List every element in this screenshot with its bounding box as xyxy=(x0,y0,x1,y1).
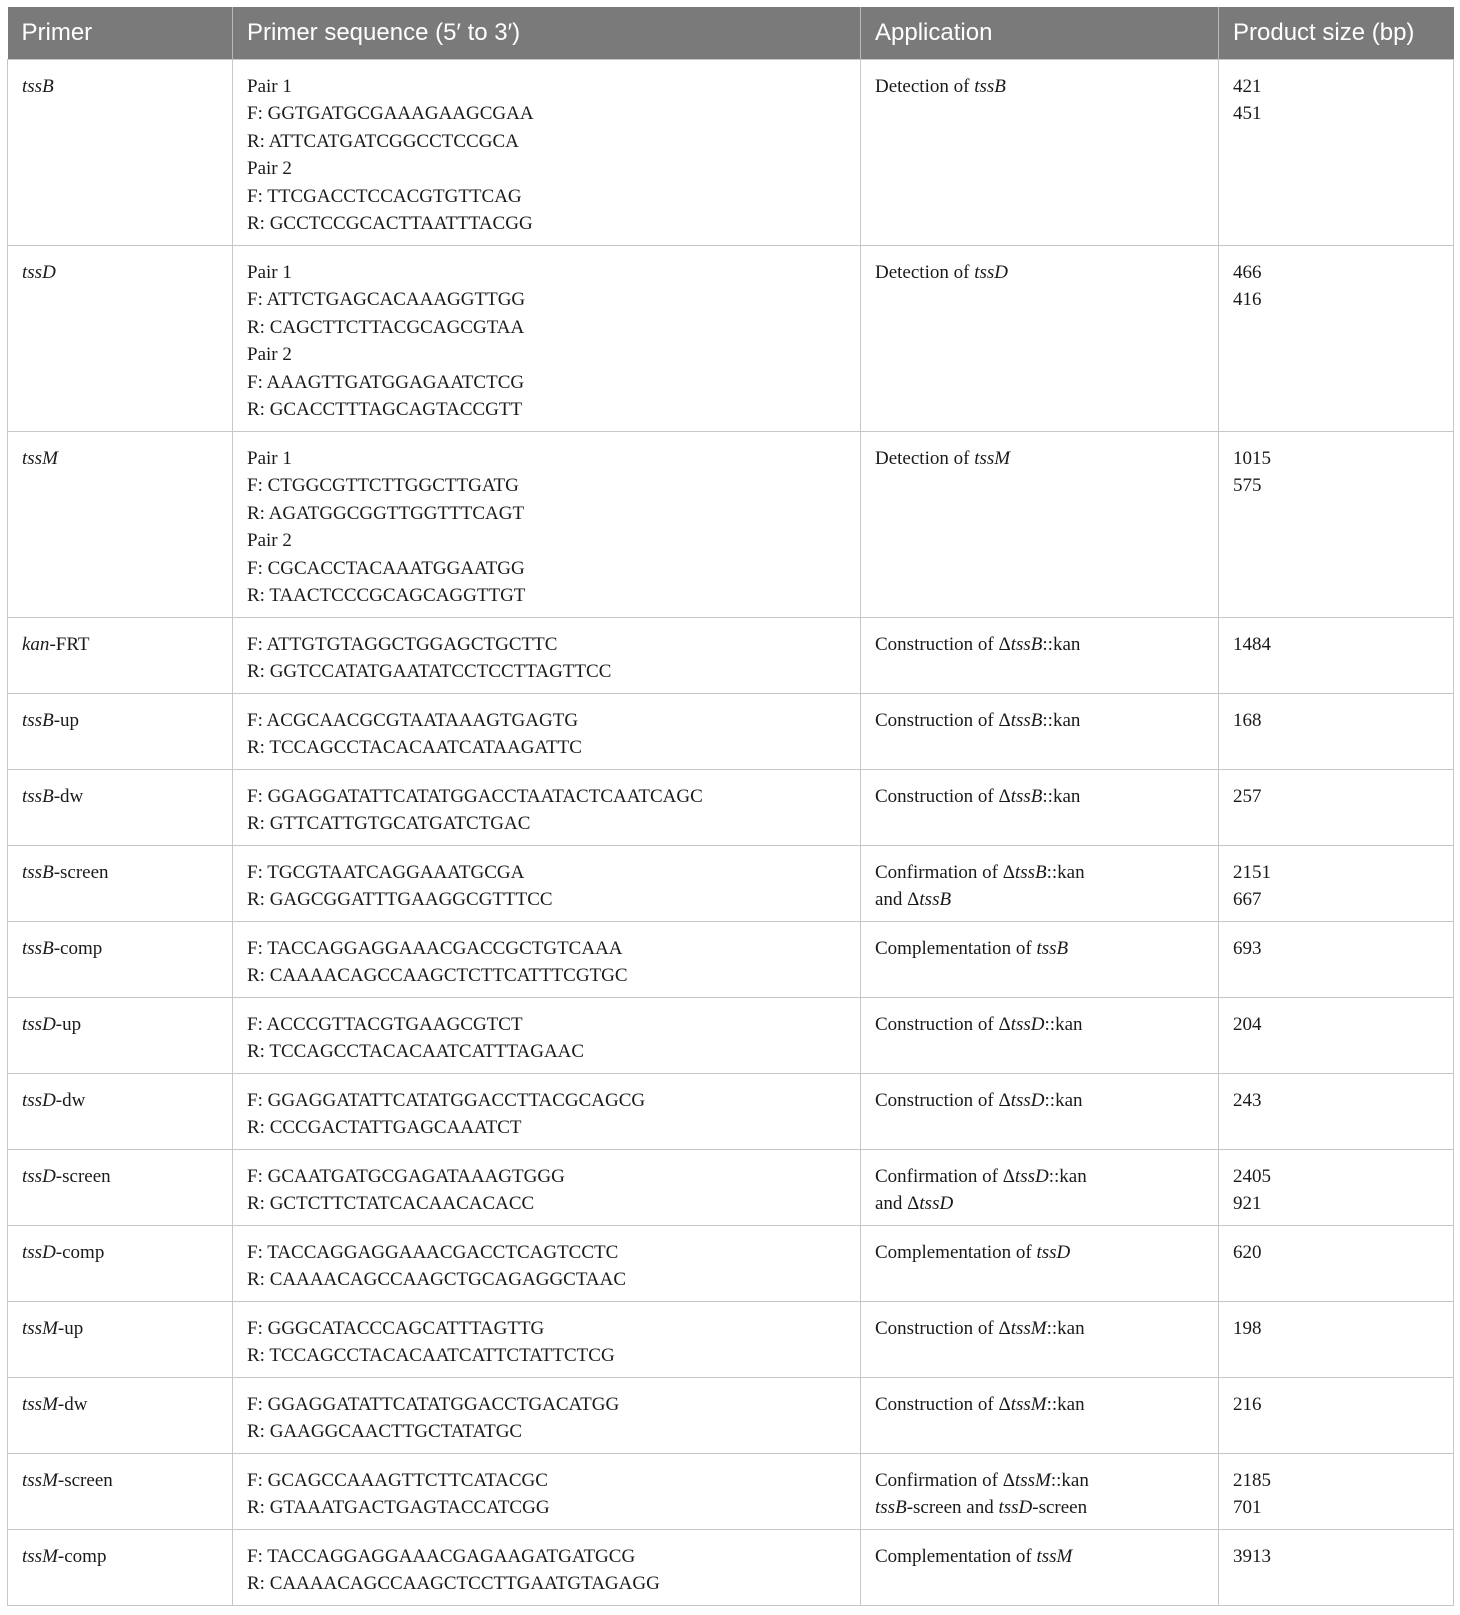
application-segment: tssB xyxy=(974,75,1006,97)
application-cell xyxy=(861,769,1219,845)
application-segment: Complementation of xyxy=(875,1241,1037,1263)
application-segment: tssD xyxy=(1010,1013,1045,1035)
product-size-cell xyxy=(1219,1301,1454,1377)
application-line xyxy=(875,1467,1204,1495)
table-body xyxy=(8,59,1454,1605)
primer-name-cell xyxy=(8,693,233,769)
application-segment: tssD xyxy=(1014,1165,1049,1187)
table-row xyxy=(8,1453,1454,1529)
application-line xyxy=(875,445,1204,473)
sequence-line: F: CTGGCGTTCTTGGCTTGATG xyxy=(247,475,519,496)
sequence-line: R: CAGCTTCTTACGCAGCGTAA xyxy=(247,316,525,338)
header-product-size: Product size (bp) xyxy=(1219,7,1454,59)
primer-name-cell xyxy=(8,617,233,693)
sequence-line: Pair 2 xyxy=(247,158,292,179)
primer-sequence-cell xyxy=(233,1377,861,1453)
primer-name-cell xyxy=(8,1529,233,1605)
sequence-line: Pair 2 xyxy=(247,530,292,551)
sequence-line: R: TCCAGCCTACACAATCATTTAGAAC xyxy=(247,1041,585,1062)
table-row xyxy=(8,431,1454,617)
sequence-line: F: GCAATGATGCGAGATAAAGTGGG xyxy=(247,1165,565,1187)
product-size-value: 216 xyxy=(1233,1393,1262,1415)
primer-sequence-cell xyxy=(233,769,861,845)
application-segment: Construction of Δ xyxy=(875,1089,1011,1111)
application-line xyxy=(875,259,1204,287)
application-line xyxy=(875,935,1204,963)
application-segment: ::kan xyxy=(1046,861,1085,883)
product-size-cell xyxy=(1219,1377,1454,1453)
product-size-value: 416 xyxy=(1233,289,1262,310)
sequence-line: R: GTTCATTGTGCATGATCTGAC xyxy=(247,813,531,834)
application-cell xyxy=(861,1529,1219,1605)
product-size-value: 451 xyxy=(1233,103,1262,124)
primer-name-segment: tssB xyxy=(22,75,54,97)
primer-name-segment: tssD xyxy=(22,1089,56,1111)
application-line xyxy=(875,1543,1204,1571)
application-line xyxy=(875,1011,1204,1039)
application-segment: tssM xyxy=(1010,1317,1047,1339)
application-segment: tssM xyxy=(1014,1469,1051,1491)
product-size-cell xyxy=(1219,693,1454,769)
application-segment: ::kan xyxy=(1044,1089,1083,1111)
product-size-value: 168 xyxy=(1233,709,1262,731)
table-row xyxy=(8,997,1454,1073)
application-cell xyxy=(861,1453,1219,1529)
sequence-line: F: GGAGGATATTCATATGGACCTTACGCAGCG xyxy=(247,1089,646,1111)
application-segment: tssD xyxy=(998,1497,1033,1518)
product-size-cell xyxy=(1219,1453,1454,1529)
sequence-line: F: GGAGGATATTCATATGGACCTAATACTCAATCAGC xyxy=(247,785,703,807)
sequence-line: Pair 1 xyxy=(247,261,292,283)
product-size-cell xyxy=(1219,1149,1454,1225)
sequence-line: R: CAAAACAGCCAAGCTCTTCATTTCGTGC xyxy=(247,965,628,986)
primer-name-segment: tssB xyxy=(22,861,54,883)
sequence-line: F: AAAGTTGATGGAGAATCTCG xyxy=(247,371,525,393)
primer-name-segment: -comp xyxy=(53,937,103,959)
primer-sequence-cell xyxy=(233,1453,861,1529)
table-row xyxy=(8,1301,1454,1377)
sequence-line: R: GCACCTTTAGCAGTACCGTT xyxy=(247,399,523,420)
primer-name-segment: -up xyxy=(55,1013,82,1035)
primer-name-segment: tssM xyxy=(22,1317,58,1339)
primer-name-segment: -screen xyxy=(55,1165,111,1187)
application-cell xyxy=(861,617,1219,693)
sequence-line: R: GCCTCCGCACTTAATTTACGG xyxy=(247,213,533,234)
sequence-line: F: CGCACCTACAAATGGAATGG xyxy=(247,557,525,579)
primer-name-cell xyxy=(8,1453,233,1529)
primer-name-segment: tssM xyxy=(22,1545,58,1567)
application-line xyxy=(875,73,1204,101)
application-segment: ::kan xyxy=(1044,1013,1083,1035)
sequence-line: R: GAAGGCAACTTGCTATATGC xyxy=(247,1421,523,1442)
product-size-cell xyxy=(1219,245,1454,431)
table-row xyxy=(8,845,1454,921)
primer-name-segment: tssD xyxy=(22,1241,56,1263)
table-row xyxy=(8,617,1454,693)
primer-name-cell xyxy=(8,1377,233,1453)
sequence-line: F: ATTGTGTAGGCTGGAGCTGCTTC xyxy=(247,633,558,655)
sequence-line: Pair 2 xyxy=(247,344,292,365)
application-cell xyxy=(861,1225,1219,1301)
product-size-value: 198 xyxy=(1233,1317,1262,1339)
sequence-line: Pair 1 xyxy=(247,447,292,469)
product-size-value: 620 xyxy=(1233,1241,1262,1263)
product-size-value: 921 xyxy=(1233,1193,1262,1214)
application-line xyxy=(875,783,1204,811)
application-segment: Confirmation of Δ xyxy=(875,1469,1015,1491)
application-segment: tssB xyxy=(1010,709,1043,731)
product-size-cell xyxy=(1219,431,1454,617)
application-segment: Construction of Δ xyxy=(875,633,1011,655)
application-segment: Construction of Δ xyxy=(875,785,1011,807)
application-cell xyxy=(861,1149,1219,1225)
application-cell xyxy=(861,245,1219,431)
product-size-value: 466 xyxy=(1233,261,1262,283)
primer-name-segment: tssB xyxy=(22,709,54,731)
primer-name-cell xyxy=(8,845,233,921)
sequence-line: R: GCTCTTCTATCACAACACACC xyxy=(247,1193,535,1214)
sequence-line: R: TAACTCCCGCAGCAGGTTGT xyxy=(247,585,526,606)
product-size-cell xyxy=(1219,617,1454,693)
product-size-value: 3913 xyxy=(1233,1545,1271,1567)
table-row xyxy=(8,1073,1454,1149)
application-segment: -screen xyxy=(1032,1497,1088,1518)
primer-name-segment: tssM xyxy=(22,447,58,469)
product-size-value: 204 xyxy=(1233,1013,1262,1035)
application-segment: Detection of xyxy=(875,447,975,469)
application-line xyxy=(875,1163,1204,1191)
sequence-line: F: GCAGCCAAAGTTCTTCATACGC xyxy=(247,1469,548,1491)
primer-name-segment: tssM xyxy=(22,1469,58,1491)
primer-name-segment: tssD xyxy=(22,1013,56,1035)
application-segment: and Δ xyxy=(875,1193,920,1214)
sequence-line: F: TTCGACCTCCACGTGTTCAG xyxy=(247,185,522,207)
application-segment: Construction of Δ xyxy=(875,1013,1011,1035)
product-size-cell xyxy=(1219,997,1454,1073)
primer-sequence-cell xyxy=(233,1073,861,1149)
sequence-line: R: ATTCATGATCGGCCTCCGCA xyxy=(247,130,519,152)
product-size-value: 2151 xyxy=(1233,861,1271,883)
application-cell xyxy=(861,921,1219,997)
product-size-cell xyxy=(1219,1073,1454,1149)
primer-sequence-cell xyxy=(233,1225,861,1301)
application-line xyxy=(875,1087,1204,1115)
primer-name-segment: -up xyxy=(57,1317,84,1339)
product-size-value: 421 xyxy=(1233,75,1262,97)
header-row xyxy=(8,7,1454,59)
application-cell xyxy=(861,693,1219,769)
application-cell xyxy=(861,845,1219,921)
product-size-cell xyxy=(1219,921,1454,997)
primer-name-cell xyxy=(8,431,233,617)
table-row xyxy=(8,245,1454,431)
primer-name-cell xyxy=(8,997,233,1073)
application-segment: ::kan xyxy=(1048,1165,1087,1187)
application-segment: tssM xyxy=(1010,1393,1047,1415)
primer-name-segment: -dw xyxy=(55,1089,86,1111)
application-segment: Confirmation of Δ xyxy=(875,1165,1015,1187)
application-segment: tssD xyxy=(1010,1089,1045,1111)
primer-name-cell xyxy=(8,1149,233,1225)
application-cell xyxy=(861,59,1219,245)
sequence-line: R: GGTCCATATGAATATCCTCCTTAGTTCC xyxy=(247,661,612,682)
sequence-line: R: TCCAGCCTACACAATCATTCTATTCTCG xyxy=(247,1345,615,1366)
product-size-value: 1484 xyxy=(1233,633,1271,655)
primer-name-cell xyxy=(8,59,233,245)
primer-name-segment: -screen xyxy=(57,1469,113,1491)
primer-sequence-cell xyxy=(233,431,861,617)
sequence-line: F: GGAGGATATTCATATGGACCTGACATGG xyxy=(247,1393,620,1415)
application-line xyxy=(875,707,1204,735)
product-size-value: 2405 xyxy=(1233,1165,1271,1187)
primer-name-cell xyxy=(8,921,233,997)
product-size-cell xyxy=(1219,59,1454,245)
application-segment: Detection of xyxy=(875,261,975,283)
primer-name-segment: tssD xyxy=(22,261,56,283)
sequence-line: F: TACCAGGAGGAAACGACCTCAGTCCTC xyxy=(247,1241,619,1263)
sequence-line: R: TCCAGCCTACACAATCATAAGATTC xyxy=(247,737,582,758)
sequence-line: R: AGATGGCGGTTGGTTTCAGT xyxy=(247,502,525,524)
application-line xyxy=(875,1315,1204,1343)
table-row xyxy=(8,1529,1454,1605)
application-segment: tssD xyxy=(974,261,1008,283)
product-size-value: 257 xyxy=(1233,785,1262,807)
product-size-cell xyxy=(1219,845,1454,921)
application-segment: -screen and xyxy=(906,1497,999,1518)
table-row xyxy=(8,1225,1454,1301)
product-size-cell xyxy=(1219,769,1454,845)
primer-name-segment: -dw xyxy=(53,785,84,807)
application-segment: Construction of Δ xyxy=(875,1393,1011,1415)
primer-name-segment: -comp xyxy=(55,1241,105,1263)
product-size-value: 1015 xyxy=(1233,447,1271,469)
application-segment: Complementation of xyxy=(875,937,1037,959)
primer-name-segment: kan xyxy=(22,633,50,655)
primer-name-segment: tssB xyxy=(22,937,54,959)
application-line xyxy=(875,1391,1204,1419)
primer-name-cell xyxy=(8,1225,233,1301)
sequence-line: F: ACGCAACGCGTAATAAAGTGAGTG xyxy=(247,709,579,731)
application-line xyxy=(875,1494,1204,1522)
product-size-cell xyxy=(1219,1225,1454,1301)
sequence-line: R: GTAAATGACTGAGTACCATCGG xyxy=(247,1497,550,1518)
application-segment: and Δ xyxy=(875,889,920,910)
application-line xyxy=(875,859,1204,887)
table-row xyxy=(8,769,1454,845)
application-segment: tssB xyxy=(919,889,952,910)
application-cell xyxy=(861,431,1219,617)
sequence-line: F: ATTCTGAGCACAAAGGTTGG xyxy=(247,289,526,310)
sequence-line: R: CAAAACAGCCAAGCTCCTTGAATGTAGAGG xyxy=(247,1573,660,1594)
sequence-line: F: TACCAGGAGGAAACGACCGCTGTCAAA xyxy=(247,937,623,959)
application-segment: tssM xyxy=(974,447,1011,469)
application-cell xyxy=(861,997,1219,1073)
table-row xyxy=(8,1149,1454,1225)
application-segment: Construction of Δ xyxy=(875,709,1011,731)
application-cell xyxy=(861,1377,1219,1453)
application-segment: tssD xyxy=(1036,1241,1071,1263)
table-row xyxy=(8,1377,1454,1453)
application-segment: ::kan xyxy=(1050,1469,1089,1491)
primer-sequence-cell xyxy=(233,617,861,693)
primer-sequence-cell xyxy=(233,1149,861,1225)
application-segment: tssB xyxy=(1010,785,1043,807)
primer-sequence-cell xyxy=(233,1301,861,1377)
primer-name-cell xyxy=(8,1073,233,1149)
application-segment: Complementation of xyxy=(875,1545,1037,1567)
header-sequence: Primer sequence (5′ to 3′) xyxy=(233,7,861,59)
application-segment: Detection of xyxy=(875,75,975,97)
product-size-value: 693 xyxy=(1233,937,1262,959)
sequence-line: Pair 1 xyxy=(247,75,292,97)
application-line xyxy=(875,886,1204,914)
sequence-line: F: GGTGATGCGAAAGAAGCGAA xyxy=(247,103,534,124)
application-segment: tssB xyxy=(1010,633,1043,655)
primer-name-segment: -screen xyxy=(53,861,109,883)
primer-name-cell xyxy=(8,769,233,845)
primer-sequence-cell xyxy=(233,997,861,1073)
primer-sequence-cell xyxy=(233,1529,861,1605)
application-segment: Confirmation of Δ xyxy=(875,861,1015,883)
application-segment: ::kan xyxy=(1042,709,1081,731)
application-segment: ::kan xyxy=(1042,785,1081,807)
product-size-cell xyxy=(1219,1529,1454,1605)
sequence-line: F: TGCGTAATCAGGAAATGCGA xyxy=(247,861,525,883)
table-row xyxy=(8,693,1454,769)
primer-sequence-cell xyxy=(233,245,861,431)
header-application: Application xyxy=(861,7,1219,59)
header-primer: Primer xyxy=(8,7,233,59)
application-segment: ::kan xyxy=(1046,1317,1085,1339)
sequence-line: F: TACCAGGAGGAAACGAGAAGATGATGCG xyxy=(247,1545,636,1567)
application-cell xyxy=(861,1301,1219,1377)
sequence-line: F: GGGCATACCCAGCATTTAGTTG xyxy=(247,1317,545,1339)
product-size-value: 667 xyxy=(1233,889,1262,910)
sequence-line: R: CAAAACAGCCAAGCTGCAGAGGCTAAC xyxy=(247,1269,627,1290)
sequence-line: R: CCCGACTATTGAGCAAATCT xyxy=(247,1117,522,1138)
product-size-value: 243 xyxy=(1233,1089,1262,1111)
product-size-value: 575 xyxy=(1233,475,1262,496)
application-line xyxy=(875,1239,1204,1267)
application-segment: ::kan xyxy=(1042,633,1081,655)
primer-name-segment: tssD xyxy=(22,1165,56,1187)
application-segment: tssB xyxy=(1014,861,1047,883)
primer-sequence-cell xyxy=(233,59,861,245)
primer-name-segment: -comp xyxy=(57,1545,107,1567)
application-segment: ::kan xyxy=(1046,1393,1085,1415)
primer-name-segment: -dw xyxy=(57,1393,88,1415)
application-line xyxy=(875,631,1204,659)
primer-name-cell xyxy=(8,1301,233,1377)
primer-sequence-cell xyxy=(233,845,861,921)
application-segment: Construction of Δ xyxy=(875,1317,1011,1339)
primer-name-cell xyxy=(8,245,233,431)
primer-table xyxy=(7,7,1454,1606)
primer-name-segment: tssM xyxy=(22,1393,58,1415)
application-segment: tssB xyxy=(875,1497,907,1518)
primer-sequence-cell xyxy=(233,693,861,769)
sequence-line: R: GAGCGGATTTGAAGGCGTTTCC xyxy=(247,889,553,910)
table-row xyxy=(8,59,1454,245)
table-row xyxy=(8,921,1454,997)
product-size-value: 701 xyxy=(1233,1497,1262,1518)
primer-name-segment: -up xyxy=(53,709,80,731)
primer-name-segment: tssB xyxy=(22,785,54,807)
primer-sequence-cell xyxy=(233,921,861,997)
product-size-value: 2185 xyxy=(1233,1469,1271,1491)
primer-name-segment: -FRT xyxy=(49,633,90,655)
application-segment: tssM xyxy=(1036,1545,1073,1567)
application-segment: tssB xyxy=(1036,937,1069,959)
application-cell xyxy=(861,1073,1219,1149)
application-segment: tssD xyxy=(919,1193,954,1214)
sequence-line: F: ACCCGTTACGTGAAGCGTCT xyxy=(247,1013,523,1035)
application-line xyxy=(875,1190,1204,1218)
